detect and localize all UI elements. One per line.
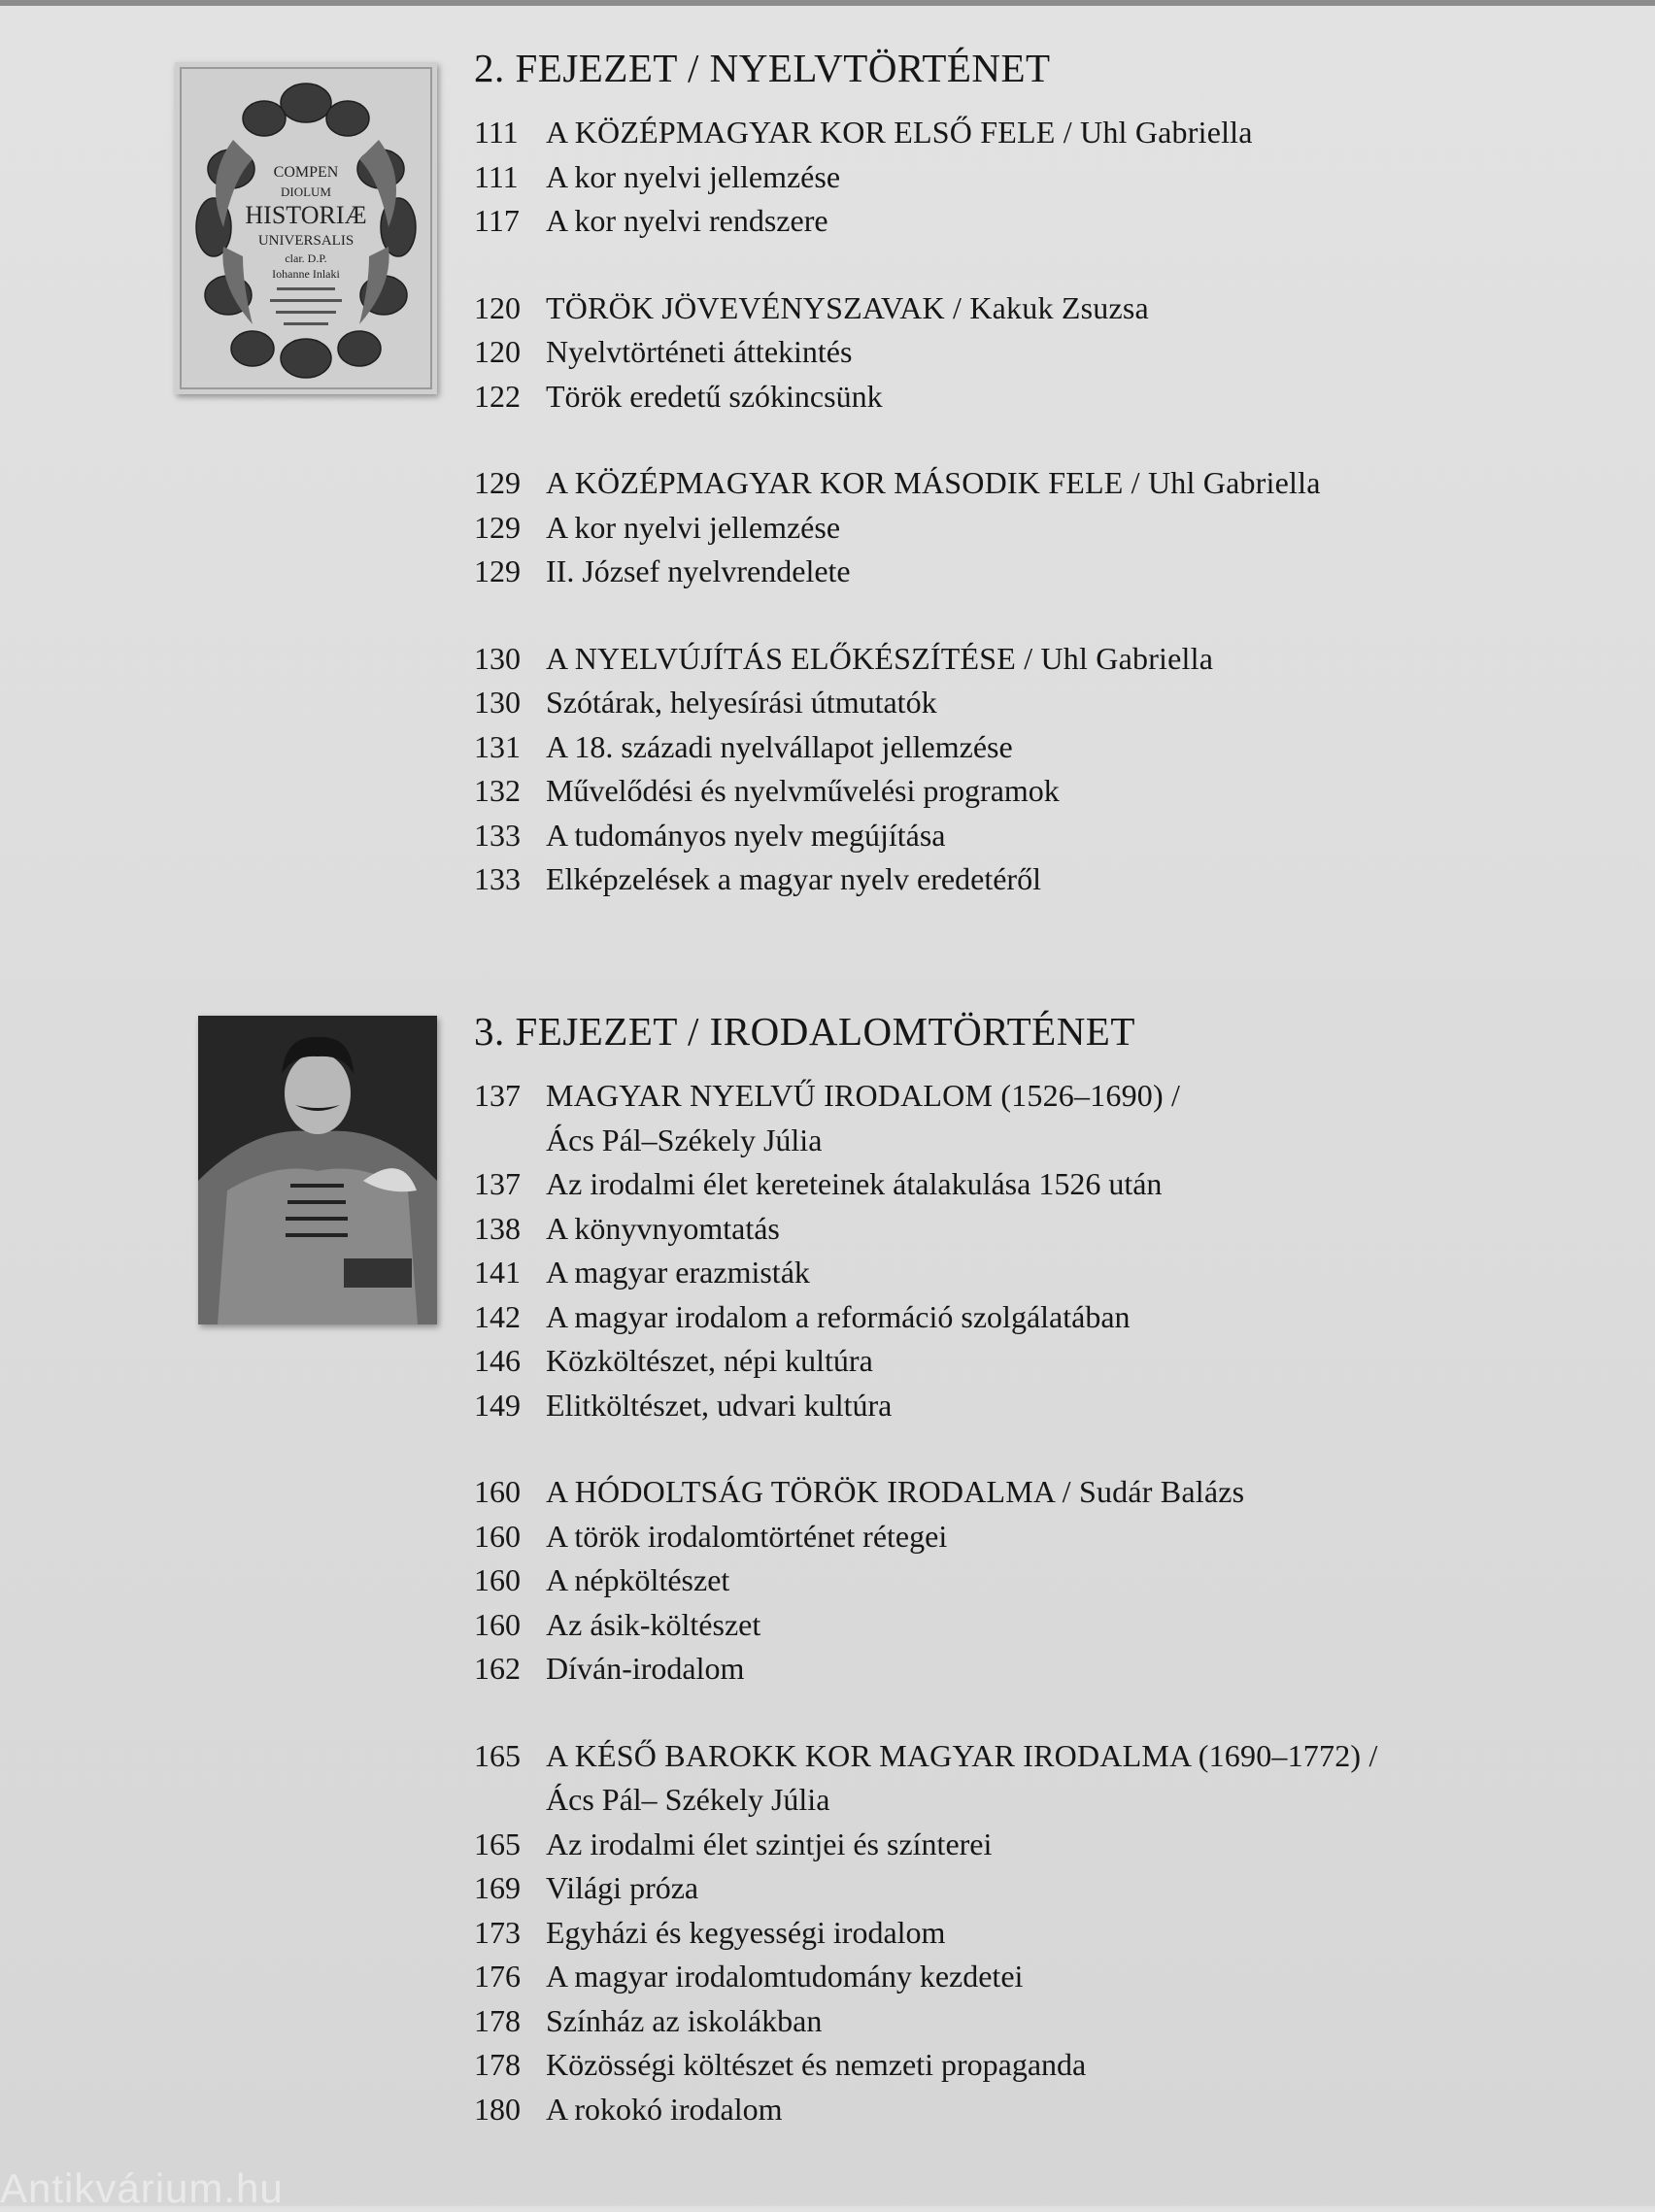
page-number: 138 <box>474 1210 521 1246</box>
toc-row <box>474 1955 1581 1999</box>
page-number: 137 <box>474 1166 521 1201</box>
toc-row <box>474 814 1581 858</box>
toc-section <box>474 461 1581 594</box>
chapter-2 <box>474 43 1581 945</box>
page-number: 160 <box>474 1606 521 1642</box>
entry-title: A kor nyelvi rendszere <box>546 203 828 238</box>
entry-title: A magyar erazmisták <box>546 1255 810 1290</box>
toc-row <box>474 637 1581 682</box>
toc-row <box>474 1558 1581 1603</box>
entry-title: A 18. századi nyelvállapot jellemzése <box>546 728 1013 764</box>
entry-title: A török irodalomtörténet rétegei <box>546 1518 948 1554</box>
entry-title: Az irodalmi élet kereteinek átalakulása 1526 után <box>546 1166 1163 1201</box>
toc-row <box>474 461 1581 506</box>
entry-title: Világi próza <box>546 1870 699 1905</box>
toc-row <box>474 2088 1581 2132</box>
toc-row <box>474 375 1581 419</box>
page-number: 131 <box>474 728 521 764</box>
toc-row <box>474 857 1581 902</box>
page-number: 160 <box>474 1562 521 1597</box>
toc-row <box>474 769 1581 814</box>
page-number: 129 <box>474 465 521 500</box>
page-number: 133 <box>474 861 521 896</box>
toc-section <box>474 111 1581 244</box>
entry-title: A kor nyelvi jellemzése <box>546 509 841 545</box>
toc-section <box>474 1470 1581 1692</box>
page-number: 111 <box>474 115 519 150</box>
toc-row <box>474 681 1581 725</box>
page-number: 178 <box>474 2002 521 2038</box>
watermark: Antikvárium.hu <box>0 2165 284 2211</box>
page-number: 141 <box>474 1255 521 1290</box>
page-number: 176 <box>474 1959 521 1994</box>
entry-title: Művelődési és nyelvművelési programok <box>546 773 1060 808</box>
entry-title: MAGYAR NYELVŰ IRODALOM (1526–1690) / <box>546 1078 1181 1113</box>
toc-row <box>474 1295 1581 1340</box>
page-number: 130 <box>474 640 521 676</box>
entry-title: Elitköltészet, udvari kultúra <box>546 1387 893 1423</box>
title-page-illustration <box>175 62 437 394</box>
page-number <box>474 1778 546 1823</box>
entry-title: A NYELVÚJÍTÁS ELŐKÉSZÍTÉSE / Uhl Gabriella <box>546 640 1214 676</box>
toc-row <box>474 1339 1581 1384</box>
page-number: 173 <box>474 1914 521 1950</box>
toc-row <box>474 1999 1581 2044</box>
portrait-image <box>198 1016 437 1324</box>
page-number: 133 <box>474 817 521 853</box>
entry-title: Színház az iskolákban <box>546 2002 823 2038</box>
toc-row <box>474 1470 1581 1515</box>
page-number: 130 <box>474 685 521 720</box>
toc-row <box>474 1603 1581 1648</box>
title-line-2: DIOLUM <box>281 184 331 199</box>
toc-row <box>474 1207 1581 1252</box>
title-line-6: Iohanne Inlaki <box>272 267 340 281</box>
page-number: 146 <box>474 1343 521 1378</box>
toc-row <box>474 155 1581 200</box>
entry-title: A könyvnyomtatás <box>546 1210 780 1246</box>
page-number: 117 <box>474 203 520 238</box>
entry-title: Közköltészet, népi kultúra <box>546 1343 873 1378</box>
entry-title: A magyar irodalomtudomány kezdetei <box>546 1959 1024 1994</box>
toc-row <box>474 1823 1581 1867</box>
entry-title: A magyar irodalom a reformáció szolgálatában <box>546 1298 1131 1334</box>
toc-row <box>474 1515 1581 1559</box>
entry-authors: Ács Pál– Székely Júlia <box>546 1782 830 1817</box>
entry-title: Elképzelések a magyar nyelv eredetéről <box>546 861 1041 896</box>
page-number: 129 <box>474 553 521 588</box>
entry-title: Török eredetű szókincsünk <box>546 378 883 414</box>
page-number: 122 <box>474 378 521 414</box>
page-number: 120 <box>474 334 521 369</box>
toc-row <box>474 199 1581 244</box>
top-rule <box>0 0 1655 6</box>
toc-row <box>474 1162 1581 1207</box>
toc-section <box>474 637 1581 902</box>
toc-section <box>474 1734 1581 2132</box>
toc-row <box>474 2043 1581 2088</box>
page-number: 160 <box>474 1474 521 1509</box>
toc-row <box>474 1647 1581 1692</box>
title-line-1: COMPEN <box>273 164 339 181</box>
toc-row <box>474 1734 1581 1779</box>
entry-title: A KÉSŐ BAROKK KOR MAGYAR IRODALMA (1690–1772) / <box>546 1737 1378 1773</box>
entry-title: A HÓDOLTSÁG TÖRÖK IRODALMA / Sudár Balázs <box>546 1474 1245 1509</box>
page-number: 165 <box>474 1737 521 1773</box>
toc-row <box>474 1119 1581 1163</box>
toc-row <box>474 286 1581 331</box>
entry-title: Díván-irodalom <box>546 1651 745 1686</box>
page-number: 169 <box>474 1870 521 1905</box>
entry-title: A KÖZÉPMAGYAR KOR MÁSODIK FELE / Uhl Gabriella <box>546 465 1321 500</box>
entry-title: A tudományos nyelv megújítása <box>546 817 946 853</box>
toc-row <box>474 550 1581 594</box>
entry-title: Az irodalmi élet szintjei és színterei <box>546 1826 993 1861</box>
toc-row <box>474 1251 1581 1295</box>
page-number: 162 <box>474 1651 521 1686</box>
page-number: 142 <box>474 1298 521 1334</box>
entry-authors: Ács Pál–Székely Júlia <box>546 1122 823 1157</box>
page-number: 129 <box>474 509 521 545</box>
page-number: 111 <box>474 158 519 194</box>
toc-row <box>474 1778 1581 1823</box>
entry-title: TÖRÖK JÖVEVÉNYSZAVAK / Kakuk Zsuzsa <box>546 289 1149 325</box>
page-number: 149 <box>474 1387 521 1423</box>
toc-row <box>474 1866 1581 1911</box>
title-line-5: clar. D.P. <box>285 251 327 265</box>
entry-title: A KÖZÉPMAGYAR KOR ELSŐ FELE / Uhl Gabriella <box>546 115 1253 150</box>
entry-title: A népköltészet <box>546 1562 730 1597</box>
page-number: 180 <box>474 2091 521 2127</box>
toc-section <box>474 286 1581 419</box>
page-number: 132 <box>474 773 521 808</box>
entry-title: A kor nyelvi jellemzése <box>546 158 841 194</box>
chapter-title: 2. FEJEZET / NYELVTÖRTÉNET <box>474 46 1051 90</box>
wreath-image <box>175 62 437 394</box>
toc-row <box>474 1911 1581 1956</box>
toc-row <box>474 330 1581 375</box>
entry-title: Szótárak, helyesírási útmutatók <box>546 685 937 720</box>
title-line-3: HISTORIÆ <box>245 201 367 229</box>
page-number: 165 <box>474 1826 521 1861</box>
entry-title: Az ásik-költészet <box>546 1606 761 1642</box>
page-number: 120 <box>474 289 521 325</box>
toc-row <box>474 506 1581 551</box>
toc-row <box>474 111 1581 155</box>
entry-title: Nyelvtörténeti áttekintés <box>546 334 853 369</box>
entry-title: II. József nyelvrendelete <box>546 553 851 588</box>
chapter-title: 3. FEJEZET / IRODALOMTÖRTÉNET <box>474 1009 1135 1054</box>
entry-title: A rokokó irodalom <box>546 2091 783 2127</box>
page-number: 178 <box>474 2047 521 2082</box>
page-number: 137 <box>474 1078 521 1113</box>
toc-row <box>474 1074 1581 1119</box>
toc-row <box>474 1384 1581 1428</box>
entry-title: Egyházi és kegyességi irodalom <box>546 1914 946 1950</box>
page-number <box>474 1119 546 1163</box>
title-line-4: UNIVERSALIS <box>257 233 355 249</box>
toc-section <box>474 1074 1581 1427</box>
page-number: 160 <box>474 1518 521 1554</box>
entry-title: Közösségi költészet és nemzeti propaganda <box>546 2047 1087 2082</box>
toc-row <box>474 725 1581 770</box>
chapter-3 <box>474 1006 1581 2174</box>
portrait-illustration <box>198 1016 437 1324</box>
